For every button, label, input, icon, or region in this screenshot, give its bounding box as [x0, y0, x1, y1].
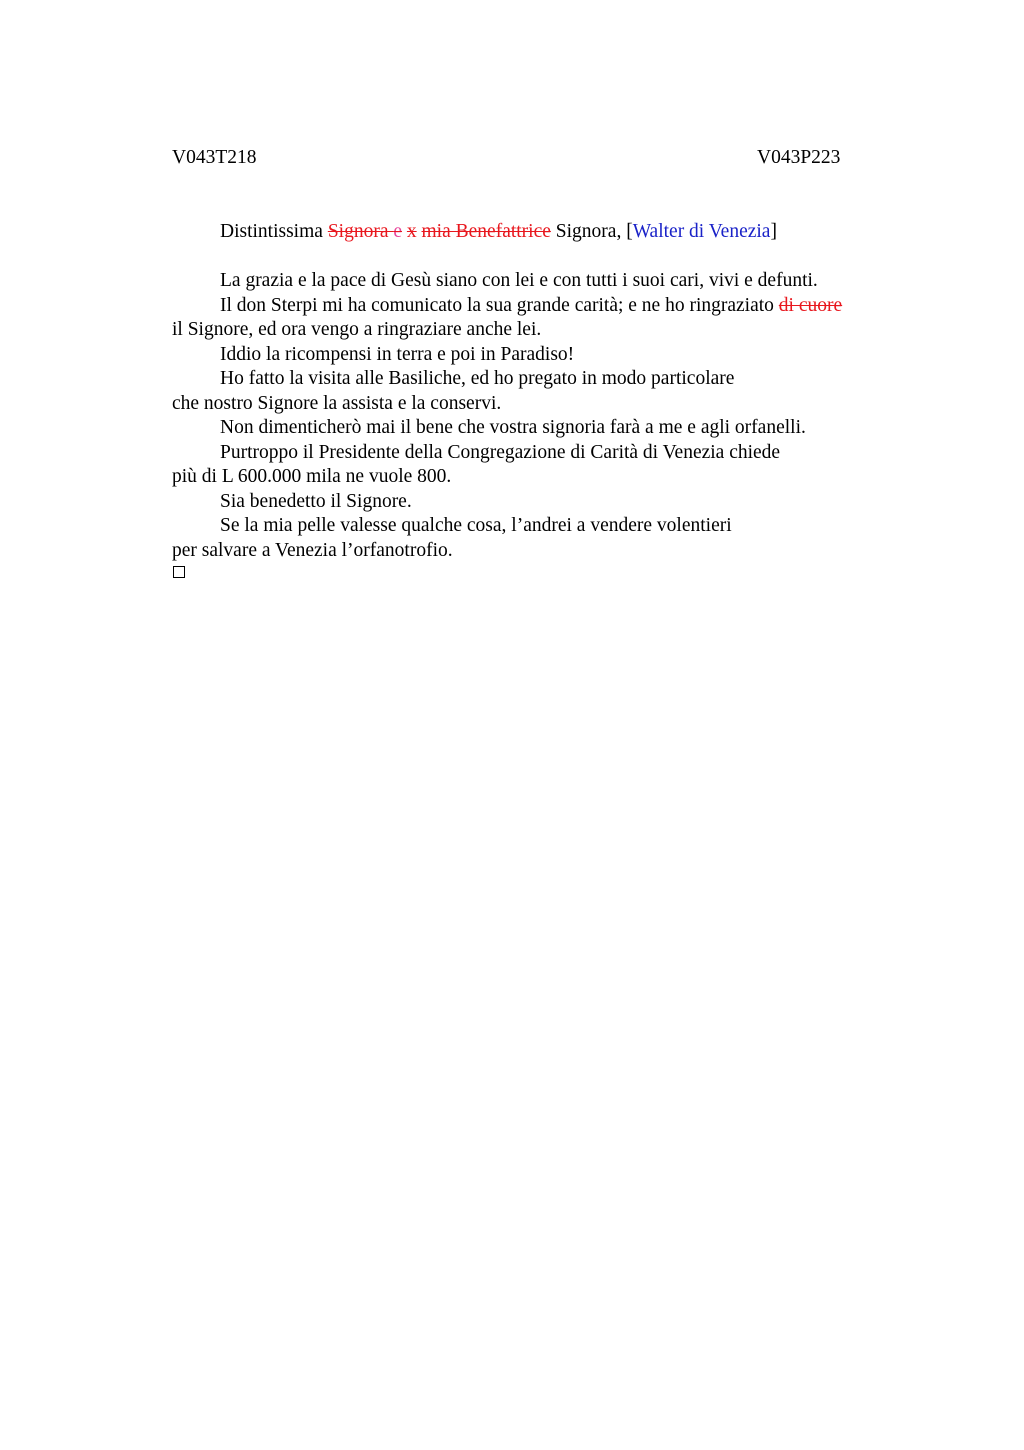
- body-line: Purtroppo il Presidente della Congregazione di Carità di Venezia chiede: [220, 441, 781, 463]
- body-line: che nostro Signore la assista e la conservi.: [172, 392, 502, 414]
- body-line: Se la mia pelle valesse qualche cosa, l’andrei a vendere volentieri: [220, 515, 732, 536]
- document-code-left: V043T218: [172, 147, 257, 168]
- deleted-word-x: x: [406, 221, 417, 242]
- document-code-right: V043P223: [757, 147, 841, 168]
- body-line: Sia benedetto il Signore.: [220, 490, 412, 512]
- body-line: più di L 600.000 mila ne vuole 800.: [172, 466, 452, 487]
- bracket-open: [: [626, 221, 633, 242]
- body-line: Ho fatto la visita alle Basiliche, ed ho pregato in modo particolare: [220, 368, 735, 389]
- body-line: La grazia e la pace di Gesù siano con lei e con tutti i suoi cari, vivi e defunti.: [220, 270, 818, 291]
- deleted-word-signora: Signora: [327, 221, 394, 242]
- body-line-text: Il don Sterpi mi ha comunicato la sua grande carità; e ne ho ringraziato: [220, 294, 774, 316]
- salutation-kept-word: Signora,: [555, 221, 622, 242]
- body-line: per salvare a Venezia l’orfanotrofio.: [172, 539, 453, 561]
- letter-body: [172, 269, 892, 563]
- body-line: [172, 294, 892, 319]
- deleted-phrase-di-cuore: di cuore: [778, 294, 843, 316]
- bracket-close: ]: [770, 221, 777, 242]
- editor-note: Walter di Venezia: [632, 221, 771, 242]
- body-line: il Signore, ed ora vengo a ringraziare anche lei.: [172, 319, 542, 340]
- end-marker-box-icon: [173, 566, 185, 578]
- salutation-line: [220, 220, 777, 244]
- deleted-phrase-benefattrice: mia Benefattrice: [421, 221, 551, 242]
- body-line: Iddio la ricompensi in terra e poi in Paradiso!: [220, 343, 575, 365]
- body-line: Non dimenticherò mai il bene che vostra signoria farà a me e agli orfanelli.: [220, 417, 806, 438]
- salutation-opening: Distintissima: [220, 221, 323, 242]
- deleted-word-e: e: [393, 221, 403, 242]
